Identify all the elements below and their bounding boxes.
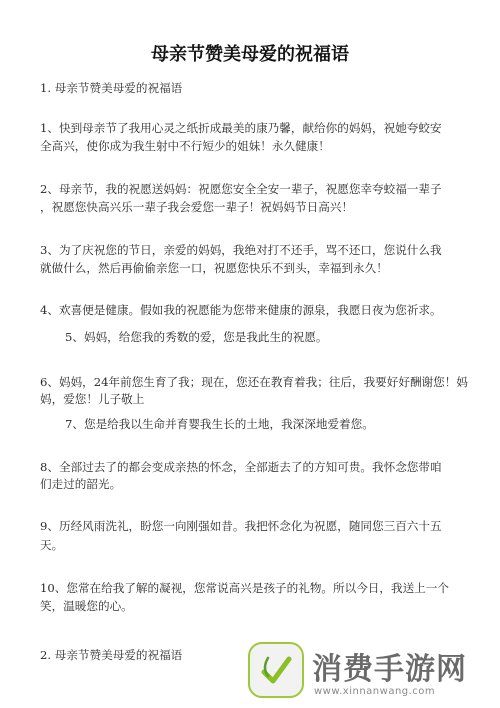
paragraph-7-line-1: 7、您是给我以生命并育婴我生长的土地，我深深地爱着您。 bbox=[65, 417, 374, 431]
leaf-check-logo-icon bbox=[248, 642, 304, 698]
watermark-url-text: www.xinnanwang.com bbox=[314, 686, 436, 697]
paragraph-2-line-1: 2、母亲节，我的祝愿送妈妈：祝愿您安全全安一辈子，祝愿您幸夸蛟福一辈子 bbox=[40, 182, 442, 196]
watermark-brand-text: 消费手游网 bbox=[312, 652, 467, 687]
paragraph-1-line-1: 1、快到母亲节了我用心灵之纸折成最美的康乃馨，献给你的妈妈，祝她夸蛟安 bbox=[40, 121, 442, 135]
paragraph-1-line-2: 全高兴，使你成为我生射中不行短少的姐妹！永久健康！ bbox=[40, 139, 330, 153]
paragraph-10-line-2: 笑，温暖您的心。 bbox=[40, 599, 133, 613]
paragraph-9-line-1: 9、历经风雨洗礼，盼您一向刚强如昔。我把怀念化为祝愿，随同您三百六十五 bbox=[40, 519, 442, 533]
paragraph-8-line-1: 8、全部过去了的都会变成亲热的怀念，全部逝去了的方知可贵。我怀念您带咱 bbox=[40, 460, 442, 474]
paragraph-4-line-1: 4、欢喜便是健康。假如我的祝愿能为您带来健康的源泉，我愿日夜为您祈求。 bbox=[40, 303, 442, 317]
paragraph-3-line-1: 3、为了庆祝您的节日，亲爱的妈妈，我绝对打不还手，骂不还口，您说什么我 bbox=[40, 243, 442, 257]
paragraph-6-line-2: 妈，爱您！儿子敬上 bbox=[40, 392, 145, 406]
paragraph-9-line-2: 天。 bbox=[40, 538, 64, 552]
paragraph-8-line-2: 们走过的韶光。 bbox=[40, 477, 122, 491]
site-watermark bbox=[248, 642, 498, 704]
section-heading-1: 1. 母亲节赞美母爱的祝福语 bbox=[40, 81, 183, 95]
document-title: 母亲节赞美母爱的祝福语 bbox=[151, 44, 349, 65]
paragraph-6-line-1: 6、妈妈，24年前您生育了我；现在，您还在教育着我；往后，我要好好酬谢您！妈 bbox=[40, 375, 468, 389]
paragraph-2-line-2: ，祝愿您快高兴乐一辈子我会爱您一辈子！祝妈妈节日高兴！ bbox=[40, 200, 354, 214]
section-heading-2: 2. 母亲节赞美母爱的祝福语 bbox=[40, 648, 183, 662]
paragraph-10-line-1: 10、您常在给我了解的凝视，您常说高兴是孩子的礼物。所以今日，我送上一个 bbox=[40, 581, 449, 595]
paragraph-5-line-1: 5、妈妈，给您我的秀数的爱，您是我此生的祝愿。 bbox=[65, 330, 328, 344]
paragraph-3-line-2: 就做什么，然后再偷偷亲您一口，祝愿您快乐不到头，幸福到永久！ bbox=[40, 261, 388, 275]
